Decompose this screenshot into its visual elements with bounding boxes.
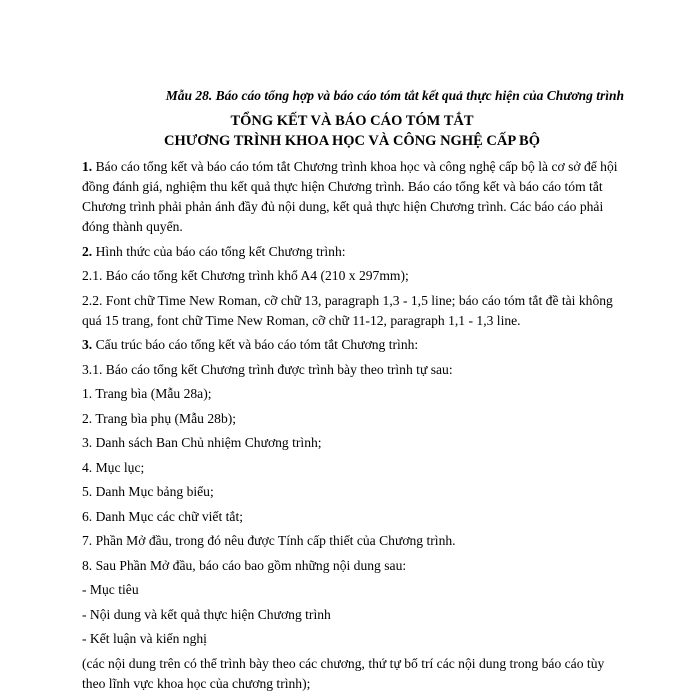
list-item [82, 409, 622, 429]
list-item [82, 629, 622, 649]
list-item [82, 384, 622, 404]
paragraph-3 [82, 335, 622, 355]
paragraph-3-1 [82, 360, 622, 380]
paragraph-number: 2. [82, 243, 93, 259]
list-item-text: 3. Danh sách Ban Chủ nhiệm Chương trình; [82, 435, 322, 450]
paragraph-text: 2.2. Font chữ Time New Roman, cỡ chữ 13, paragraph 1,3 - 1,5 line; báo cáo tóm tắt đề tài không quá 15 trang, font chữ Time New Roman, cỡ chữ 11-12, paragraph 1,1 - 1,3 line. [82, 292, 613, 328]
paragraph-number: 1. [82, 159, 93, 174]
list-item [82, 556, 622, 576]
paragraph-1 [82, 157, 622, 237]
document-body [82, 157, 622, 698]
paragraph-text: 3.1. Báo cáo tổng kết Chương trình được trình bày theo trình tự sau: [82, 361, 453, 377]
paragraph-2-1 [82, 266, 622, 286]
paragraph-2-2 [82, 291, 622, 331]
document-title-line-2: CHƯƠNG TRÌNH KHOA HỌC VÀ CÔNG NGHỆ CẤP BỘ [164, 133, 540, 149]
list-item-text: 1. Trang bìa (Mẫu 28a); [82, 386, 212, 401]
paragraph-text: 2.1. Báo cáo tổng kết Chương trình khổ A4 (210 x 297mm); [82, 268, 409, 283]
paragraph-number: 3. [82, 337, 93, 352]
list-item-text: - Kết luận và kiến nghị [82, 631, 207, 646]
list-item [82, 605, 622, 625]
list-item-text: 4. Mục lục; [82, 459, 145, 475]
list-item-text: 7. Phần Mở đầu, trong đó nêu được Tính cấp thiết của Chương trình. [82, 533, 456, 548]
list-item-text: - Nội dung và kết quả thực hiện Chương trình [82, 606, 331, 622]
list-item-text: 2. Trang bìa phụ (Mẫu 28b); [82, 410, 237, 426]
paragraph-text: Hình thức của báo cáo tổng kết Chương trình: [92, 243, 346, 259]
list-item [82, 482, 622, 502]
paragraph-note [82, 654, 622, 694]
list-item-text: 8. Sau Phần Mở đầu, báo cáo bao gồm những nội dung sau: [82, 557, 407, 573]
list-item-text: 6. Danh Mục các chữ viết tắt; [82, 508, 243, 524]
paragraph-2 [82, 242, 622, 262]
list-item [82, 580, 622, 600]
list-item [82, 433, 622, 453]
list-item [82, 531, 622, 551]
paragraph-text: Cấu trúc báo cáo tổng kết và báo cáo tóm tắt Chương trình: [92, 337, 419, 352]
paragraph-text: (các nội dung trên có thể trình bày theo các chương, thứ tự bố trí các nội dung trong báo cáo tùy theo lĩnh vực khoa học của chương trình); [82, 655, 605, 691]
form-label: Mẫu 28. Báo cáo tổng hợp và báo cáo tóm tắt kết quả thực hiện của Chương trình [165, 88, 624, 103]
list-item-text: 5. Danh Mục bảng biểu; [82, 484, 214, 499]
list-item [82, 458, 622, 478]
list-item-text: - Mục tiêu [82, 582, 139, 597]
document-title-line-1: TỔNG KẾT VÀ BÁO CÁO TÓM TẮT [230, 113, 474, 129]
list-item [82, 507, 622, 527]
paragraph-text: Báo cáo tổng kết và báo cáo tóm tắt Chương trình khoa học và công nghệ cấp bộ là cơ sở để hội đồng đánh giá, nghiệm thu kết quả thực hiện Chương trình. Báo cáo tổng kết và báo cáo tóm tắt Chương trình phải phản ánh đầy đủ nội dung, kết quả thực hiện Chương trình. Các báo cáo phải đóng thành quyển. [82, 159, 618, 234]
